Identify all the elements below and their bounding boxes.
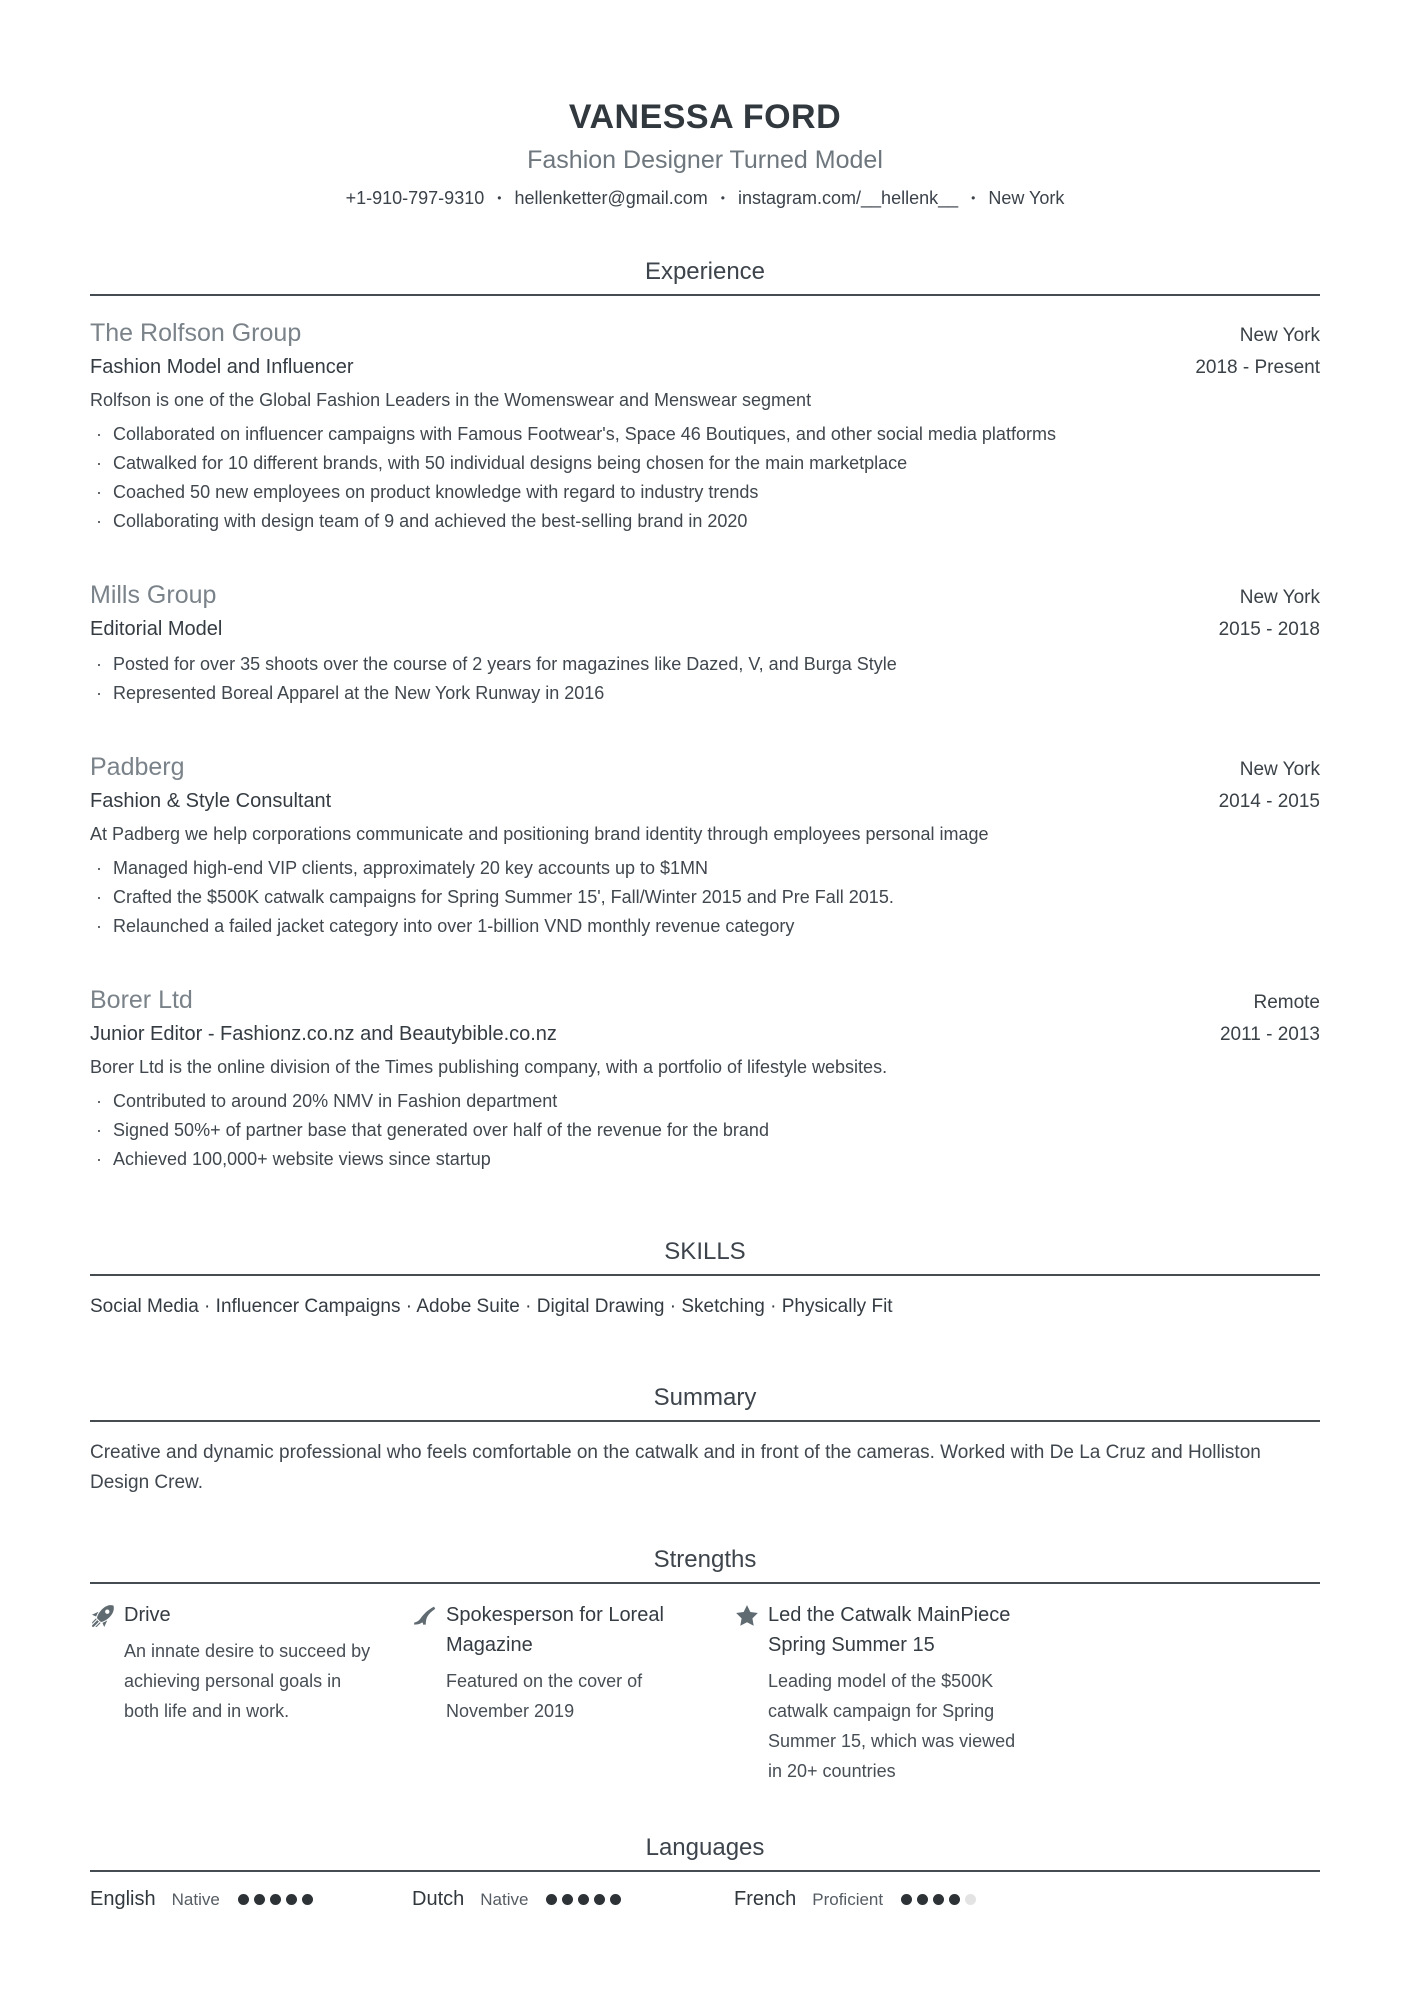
high-heel-icon	[412, 1603, 438, 1629]
strength-title: Led the Catwalk MainPiece Spring Summer 15	[768, 1604, 1011, 1656]
job-entry	[90, 578, 1320, 708]
skills-section	[90, 1236, 1320, 1320]
language-item	[412, 1888, 734, 1911]
dot-separator: •	[497, 191, 502, 205]
language-proficiency-dots	[546, 1894, 626, 1905]
job-dates: 2018 - Present	[1195, 357, 1320, 378]
language-level: Proficient	[812, 1889, 884, 1909]
person-job-title: Fashion Designer Turned Model	[527, 146, 883, 174]
section-divider	[90, 1420, 1320, 1422]
language-item	[734, 1888, 1056, 1911]
summary-text: Creative and dynamic professional who feels comfortable on the catwalk and in front of the cameras. Worked with De La Cruz and Holliston Design Crew.	[90, 1442, 1261, 1493]
job-bullets	[90, 1087, 1320, 1174]
strength-item	[90, 1600, 412, 1786]
strengths-grid	[90, 1600, 1320, 1786]
section-title-languages: Languages	[645, 1834, 765, 1861]
job-dates: 2011 - 2013	[1219, 1024, 1320, 1045]
strength-title: Drive	[124, 1604, 171, 1626]
bullet-item: · Collaborating with design team of 9 and achieved the best-selling brand in 2020	[90, 507, 1320, 536]
job-description: At Padberg we help corporations communicate and positioning brand identity through employees personal image	[90, 824, 989, 844]
language-name: French	[734, 1888, 797, 1910]
language-item	[90, 1888, 412, 1911]
section-title-summary: Summary	[653, 1384, 757, 1411]
job-location: New York	[1239, 587, 1320, 608]
bullet-item: · Contributed to around 20% NMV in Fashion department	[90, 1087, 1320, 1116]
bullet-item: · Signed 50%+ of partner base that generated over half of the revenue for the brand	[90, 1116, 1320, 1145]
job-location: Remote	[1253, 992, 1320, 1013]
job-entry	[90, 316, 1320, 536]
bullet-item: · Managed high-end VIP clients, approximately 20 key accounts up to $1MN	[90, 854, 1320, 883]
strength-text: An innate desire to succeed by achieving personal goals in both life and in work.	[124, 1641, 371, 1721]
instagram-handle: instagram.com/__hellenk__	[738, 188, 959, 208]
summary-section	[90, 1382, 1320, 1498]
language-name: Dutch	[412, 1888, 465, 1910]
strength-item	[412, 1600, 734, 1786]
section-divider	[90, 1870, 1320, 1872]
job-role: Fashion Model and Influencer	[90, 356, 354, 378]
company-name: Mills Group	[90, 581, 217, 609]
strengths-section	[90, 1544, 1320, 1786]
job-entry	[90, 750, 1320, 941]
job-bullets	[90, 650, 1320, 708]
phone-number: +1-910-797-9310	[345, 188, 485, 208]
resume-header	[90, 98, 1320, 210]
language-name: English	[90, 1888, 156, 1910]
dot-separator: •	[971, 191, 976, 205]
company-name: Padberg	[90, 753, 185, 781]
job-description: Rolfson is one of the Global Fashion Leaders in the Womenswear and Menswear segment	[90, 390, 812, 410]
strength-title: Spokesperson for Loreal Magazine	[446, 1604, 664, 1656]
section-title-skills: SKILLS	[664, 1238, 746, 1265]
bullet-item: · Posted for over 35 shoots over the course of 2 years for magazines like Dazed, V, and Burga Style	[90, 650, 1320, 679]
job-location: New York	[1239, 759, 1320, 780]
language-proficiency-dots	[901, 1894, 981, 1905]
language-level: Native	[171, 1889, 220, 1909]
job-description: Borer Ltd is the online division of the Times publishing company, with a portfolio of lifestyle websites.	[90, 1057, 888, 1077]
bullet-item: · Represented Boreal Apparel at the New York Runway in 2016	[90, 679, 1320, 708]
bullet-item: · Crafted the $500K catwalk campaigns for Spring Summer 15', Fall/Winter 2015 and Pre Fall 2015.	[90, 883, 1320, 912]
bullet-item: · Achieved 100,000+ website views since startup	[90, 1145, 1320, 1174]
section-divider	[90, 294, 1320, 296]
job-entry	[90, 983, 1320, 1174]
section-divider	[90, 1582, 1320, 1584]
email-address: hellenketter@gmail.com	[514, 188, 708, 208]
section-title-experience: Experience	[644, 258, 766, 285]
language-level: Native	[480, 1889, 529, 1909]
bullet-item: · Catwalked for 10 different brands, with 50 individual designs being chosen for the main marketplace	[90, 449, 1320, 478]
bullet-item: · Coached 50 new employees on product knowledge with regard to industry trends	[90, 478, 1320, 507]
language-proficiency-dots	[238, 1894, 318, 1905]
job-role: Junior Editor - Fashionz.co.nz and Beautybible.co.nz	[90, 1023, 557, 1045]
job-dates: 2014 - 2015	[1218, 791, 1320, 812]
job-role: Fashion & Style Consultant	[90, 790, 332, 812]
strength-item	[734, 1600, 1056, 1786]
job-location: New York	[1239, 325, 1320, 346]
star-icon	[734, 1603, 760, 1629]
person-name: VANESSA FORD	[568, 98, 842, 136]
section-divider	[90, 1274, 1320, 1276]
skills-list: Social Media · Influencer Campaigns · Adobe Suite · Digital Drawing · Sketching · Physically Fit	[90, 1296, 893, 1317]
job-dates: 2015 - 2018	[1218, 619, 1320, 640]
strength-text: Featured on the cover of November 2019	[446, 1671, 643, 1721]
section-title-strengths: Strengths	[653, 1546, 757, 1573]
job-bullets	[90, 420, 1320, 536]
experience-section	[90, 256, 1320, 1174]
location-text: New York	[988, 188, 1065, 208]
contact-line	[90, 186, 1320, 210]
company-name: Borer Ltd	[90, 986, 193, 1014]
languages-section	[90, 1832, 1320, 1911]
strength-text: Leading model of the $500K catwalk campaign for Spring Summer 15, which was viewed in 20+ countries	[768, 1671, 1016, 1781]
job-bullets	[90, 854, 1320, 941]
bullet-item: · Collaborated on influencer campaigns with Famous Footwear's, Space 46 Boutiques, and other social media platforms	[90, 420, 1320, 449]
job-role: Editorial Model	[90, 618, 223, 640]
bullet-item: · Relaunched a failed jacket category into over 1-billion VND monthly revenue category	[90, 912, 1320, 941]
languages-grid	[90, 1888, 1320, 1911]
rocket-icon	[90, 1603, 116, 1629]
company-name: The Rolfson Group	[90, 319, 302, 347]
dot-separator: •	[720, 191, 725, 205]
